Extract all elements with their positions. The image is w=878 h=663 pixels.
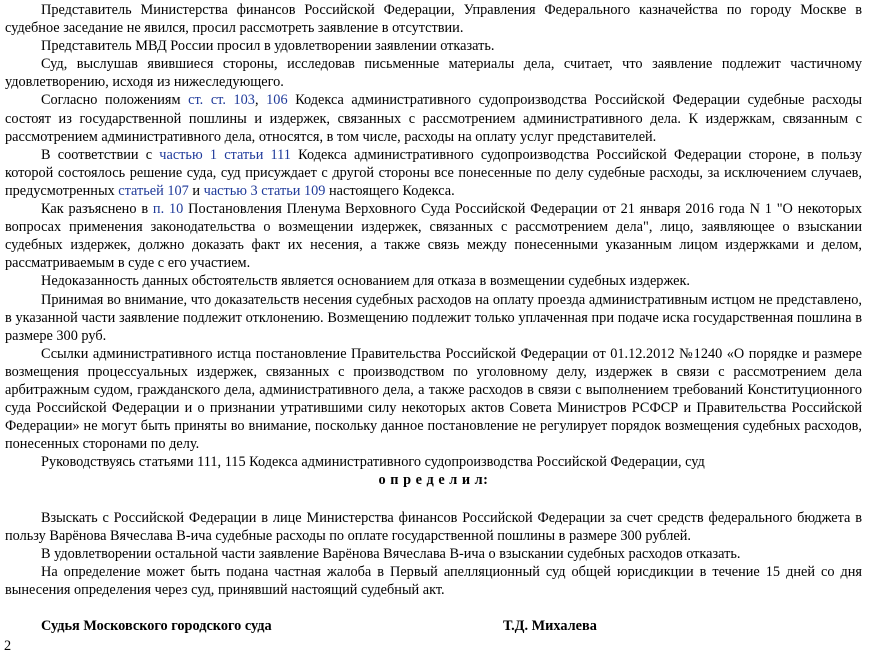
text-segment: Как разъяснено в <box>41 201 153 218</box>
paragraph-deny-remainder: В удовлетворении остальной части заявление Варёнова Вячеслава В-ича о взыскании судебных расходов отказать. <box>41 545 741 562</box>
paragraph-unproven-circumstances: Недоказанность данных обстоятельств является основанием для отказа в возмещении судебных издержек. <box>41 273 690 290</box>
link-article-106[interactable]: 106 <box>266 92 288 109</box>
paragraph-plenum-explanation <box>5 200 862 272</box>
text-segment: настоящего Кодекса. <box>325 182 455 199</box>
link-part3-article-109[interactable]: частью 3 статьи 109 <box>203 182 326 199</box>
signature-line <box>5 617 862 635</box>
paragraph-court-opinion: Суд, выслушав явившиеся стороны, исследовав письменные материалы дела, считает, что заявление подлежит частичному удовлетворению, исходя из нижеследующего. <box>5 56 862 91</box>
link-article-107[interactable]: статьей 107 <box>118 182 189 199</box>
paragraph-travel-costs: Принимая во внимание, что доказательств несения судебных расходов на оплату проезда административным истцом не представлено, в указанной части заявление подлежит отклонению. Возмещению подлежит только уплаченная при подаче иска государственная пошлина в размере 300 руб. <box>5 291 862 344</box>
page-number: 2 <box>4 638 12 654</box>
paragraph-article-111 <box>5 146 862 200</box>
text-segment: Согласно положениям <box>41 92 189 109</box>
paragraph-recover-costs: Взыскать с Российской Федерации в лице Министерства финансов Российской Федерации за счет средств федерального бюджета в пользу Варёнова Вячеслава В-ича судебные расходы по оплате государственной пошлины в размере 300 рублей. <box>5 509 862 544</box>
document-page <box>5 1 862 635</box>
text-segment: Кодекса административного судопроизводства Российской Федерации стороне, в пользу которой состоялось решение суда, суд присуждает с другой стороны все понесенные по делу судебные расходы, за исключением случаев, предусмотренных <box>5 146 863 199</box>
paragraph-ministry-representative: Представитель Министерства финансов Российской Федерации, Управления Федерального казначейства по городу Москве в судебное заседание не явился, просил рассмотреть заявление в отсутствии. <box>5 2 862 37</box>
link-part1-article-111[interactable]: частью 1 статьи 111 <box>159 146 291 163</box>
text-segment: , <box>254 92 267 109</box>
judge-title: Судья Московского городского суда <box>41 618 272 634</box>
text-segment: и <box>188 182 204 199</box>
link-articles-103[interactable]: ст. ст. 103 <box>188 92 255 109</box>
text-segment: Постановления Пленума Верховного Суда Российской Федерации от 21 января 2016 года N 1 "О некоторых вопросах применения законодательства о возмещении издержек, связанных с рассмотрением дела", лицо, заявляющее о взыскании судебных издержек, должно доказать факт их несения, а также связь между понесенными указанным лицом издержками и делом, рассматриваемым в суде с его участием. <box>5 201 862 272</box>
text-segment: Кодекса административного судопроизводства Российской Федерации судебные расходы состоят из государственной пошлины и издержек, связанных с рассмотрением административного дела. К издержкам, связанным с рассмотрением административного дела, относятся, в том числе, расходы на оплату услуг представителей. <box>5 92 862 145</box>
judge-name: Т.Д. Михалева <box>503 618 597 634</box>
paragraph-mvd-representative: Представитель МВД России просил в удовлетворении заявлении отказать. <box>41 38 495 55</box>
spacer <box>5 599 862 617</box>
text-segment: В соответствии с <box>41 146 160 163</box>
paragraph-guided-by: Руководствуясь статьями 111, 115 Кодекса административного судопроизводства Российской Федерации, суд <box>41 454 705 471</box>
paragraph-legal-costs <box>5 91 862 145</box>
ruling-heading: о п р е д е л и л: <box>378 472 489 489</box>
paragraph-appeal-notice: На определение может быть подана частная жалоба в Первый апелляционный суд общей юрисдикции в течение 15 дней со дня вынесения определения через суд, принявший настоящий судебный акт. <box>5 563 862 598</box>
spacer <box>5 490 862 509</box>
link-item-10[interactable]: п. 10 <box>152 201 184 218</box>
paragraph-government-decree: Ссылки административного истца постановление Правительства Российской Федерации от 01.12.2012 №1240 «О порядке и размере возмещения процессуальных издержек, связанных с производством по уголовному делу, издержек в связи с рассмотрением дела арбитражным судом, гражданского дела, административного дела, а также расходов в связи с выполнением требований Конституционного суда Российской Федерации и о признании утратившими силу некоторых актов Совета Министров РСФСР и Правительства Российской Федерации» не могут быть приняты во внимание, поскольку данное постановление не регулирует порядок возмещения судебных расходов, понесенных сторонами по делу. <box>5 345 862 453</box>
